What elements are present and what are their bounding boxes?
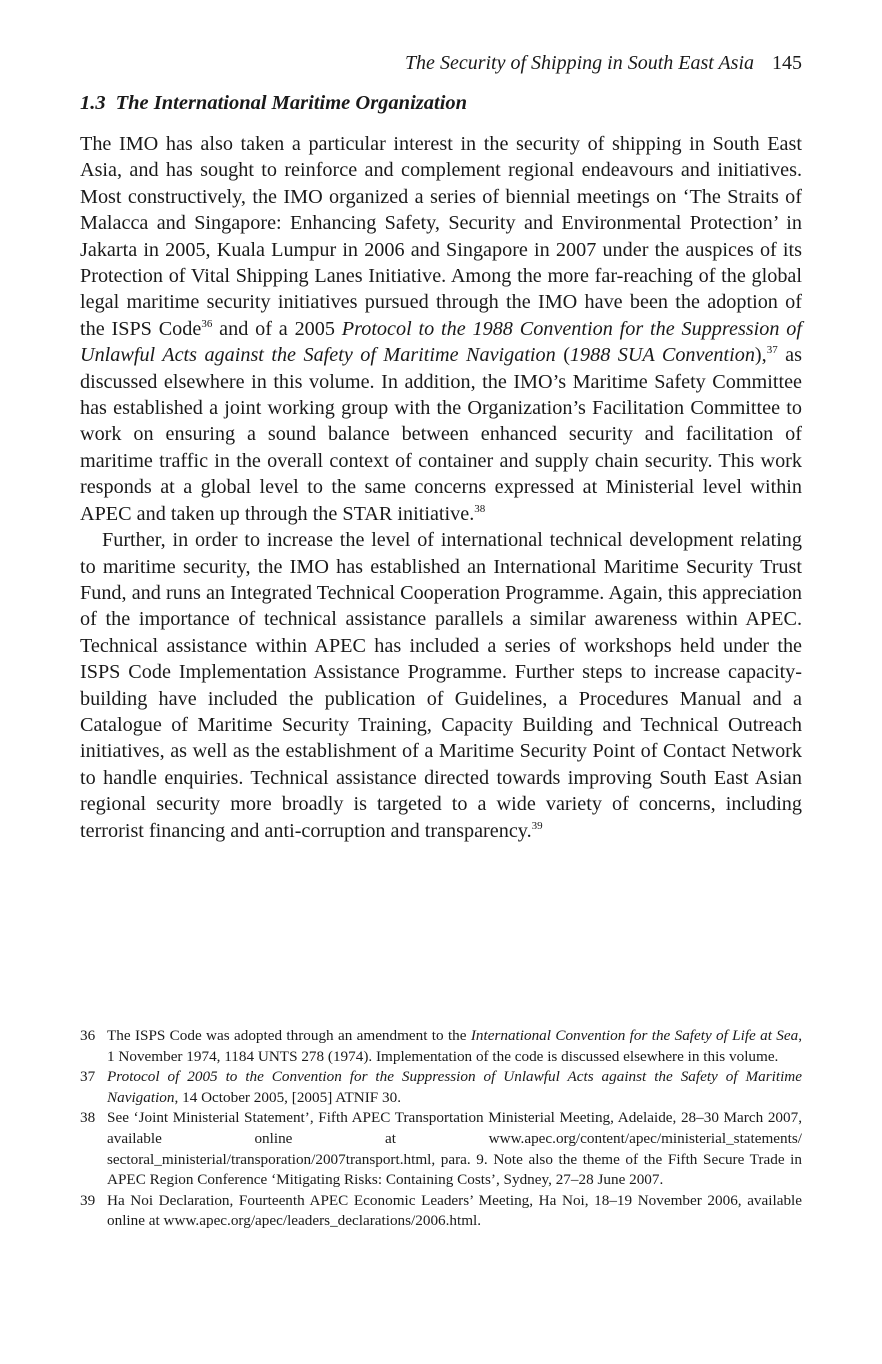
running-head <box>405 50 802 76</box>
footnote-number: 39 <box>80 1191 96 1209</box>
footnote-reference[interactable]: 36 <box>201 317 213 330</box>
paragraph: Further, in order to increase the level of international technical development relating to maritime security, the IMO has established an International Maritime Security Trust Fund, and runs an Integrated Technical Cooperation Programme. Again, this appreciation of the importance of technical assistance parallels a similar awareness within APEC. Technical assistance within APEC has included a series of workshops held under the ISPS Code Implementation Assistance Programme. Further steps to increase capacity-building have included the publication of Guidelines, a Procedures Manual and a Catalogue of Maritime Security Training, Capacity Building and Technical Outreach initiatives, as well as the establishment of a Maritime Security Point of Contact Network to handle enquiries. Technical assistance directed towards improving South East Asian regional security more broadly is targeted to a wide variety of concerns, including terrorist financing and anti-corruption and transparency.$^{39}$ <box>80 529 802 842</box>
italic-title: Protocol of 2005 to the Convention for the Suppression of Unlawful Acts against the Safety of Maritime Navigation <box>107 1068 802 1106</box>
footnote <box>80 1108 802 1190</box>
italic-title: Protocol to the 1988 Convention for the Suppression of Unlawful Acts against the Safety of Maritime Navigation <box>80 317 802 367</box>
footnote-number: 37 <box>80 1068 96 1086</box>
italic-title: International Convention for the Safety of Life at Sea <box>470 1027 799 1044</box>
body-text <box>80 131 802 844</box>
footnote <box>80 1026 802 1067</box>
footnote-text: Ha Noi Declaration, Fourteenth APEC Economic Leaders’ Meeting, Ha Noi, 18–19 November 2006, available online at www.apec.org/apec/leaders_declarations/2006.html. <box>107 1191 802 1230</box>
footnote-reference[interactable]: 39 <box>531 819 543 832</box>
footnote-number: 36 <box>80 1027 96 1044</box>
section-heading <box>80 90 467 116</box>
footnote-reference[interactable]: 38 <box>474 502 486 515</box>
running-head-title: The Security of Shipping in South East Asia <box>404 52 754 74</box>
section-title: The International Maritime Organization <box>115 92 468 114</box>
footnotes <box>80 1026 802 1232</box>
section-number: 1.3 <box>80 92 106 114</box>
paragraph: The IMO has also taken a particular interest in the security of shipping in South East Asia, and has sought to reinforce and complement regional endeavours and initiatives. Most constructively, the IMO organized a series of biennial meetings on ‘The Straits of Malacca and Singapore: Enhancing Safety, Security and Environmental Protection’ in Jakarta in 2005, Kuala Lumpur in 2006 and Singapore in 2007 under the auspices of its Protection of Vital Shipping Lanes Initiative. Among the more far-reaching of the global legal maritime security initiatives pursued through the IMO have been the adoption of the ISPS Code$^{36}$ and of a 2005 Protocol to the 1988 Convention for the Suppression of Unlawful Acts against the Safety of Maritime Navigation (1988 SUA Convention),$^{37}$ as discussed elsewhere in this volume. In addition, the IMO’s Maritime Safety Committee has established a joint working group with the Organization’s Facilitation Committee to work on ensuring a sound balance between enhanced security and facilitation of maritime traffic in the overall context of container and supply chain security. This work responds at a global level to the same concerns expressed at Ministerial level within APEC and taken up through the STAR initiative.$^{38}$ <box>80 133 802 525</box>
footnote <box>80 1191 802 1232</box>
page-number: 145 <box>772 52 802 74</box>
footnote-text: See ‘Joint Ministerial Statement’, Fifth APEC Transportation Ministerial Meeting, Adelaide, 28–30 March 2007, available online at www.apec.org/content/apec/ministerial_statements/ sectoral_ministerial/transporation/2007transport.html, para. 9. Note also the theme of the Fifth Secure Trade in APEC Region Conference ‘Mitigating Risks: Containing Costs’, Sydney, 27–28 June 2007. <box>107 1109 802 1189</box>
footnote-text: Protocol of 2005 to the Convention for the Suppression of Unlawful Acts against the Safety of Maritime Navigation, 14 October 2005, [2005] ATNIF 30. <box>107 1068 802 1106</box>
footnote-reference[interactable]: 37 <box>766 344 778 357</box>
italic-title: 1988 SUA Convention <box>569 344 755 367</box>
footnote <box>80 1067 802 1108</box>
footnote-number: 38 <box>80 1109 96 1127</box>
footnote-text: The ISPS Code was adopted through an amendment to the International Convention for the Safety of Life at Sea, 1 November 1974, 1184 UNTS 278 (1974). Implementation of the code is discussed elsewhere in this volume. <box>107 1027 802 1065</box>
